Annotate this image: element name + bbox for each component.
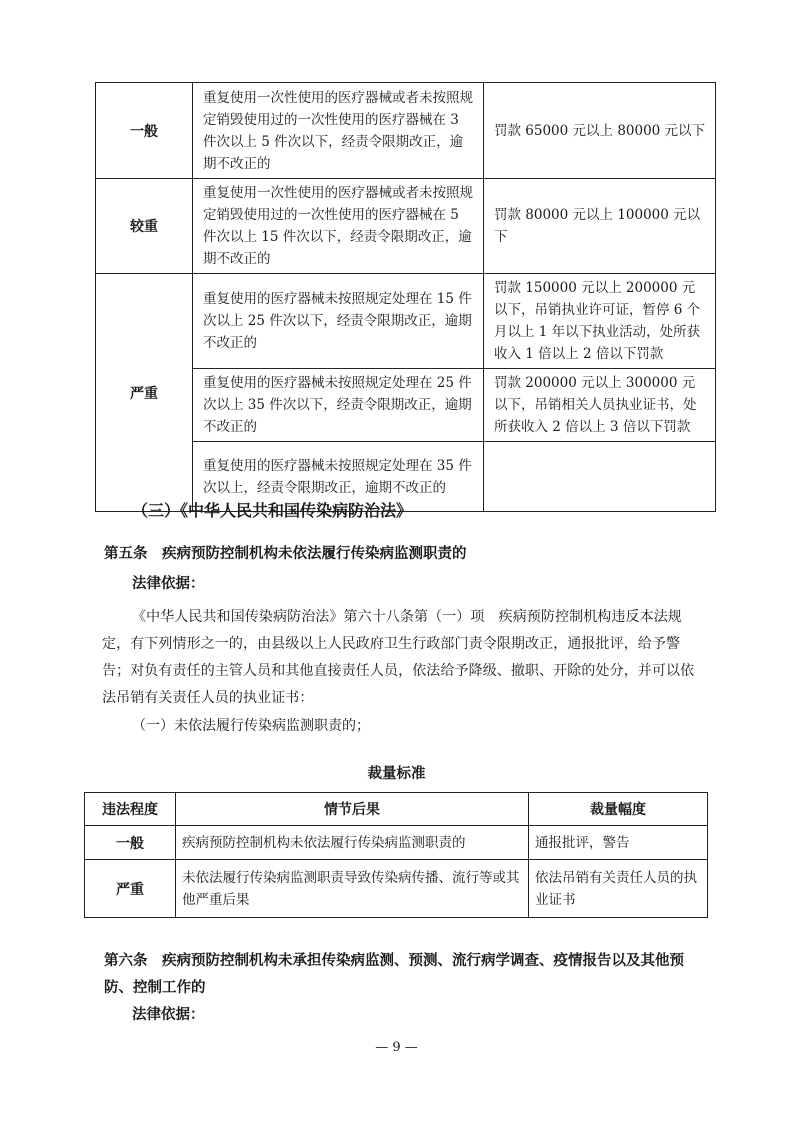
- section-heading: （三）《中华人民共和国传染病防治法》: [132, 501, 413, 520]
- article-title: 第五条 疾病预防控制机构未依法履行传染病监测职责的: [104, 546, 467, 562]
- page-number: — 9 —: [375, 1040, 418, 1055]
- level-cell: 较重: [96, 179, 193, 274]
- table-header-row: [85, 793, 708, 826]
- discretion-table-continued: [95, 82, 716, 512]
- table-row: [96, 274, 716, 369]
- penalty-cell: 依法吊销有关责任人员的执业证书: [529, 860, 708, 918]
- penalty-cell: 罚款 80000 元以上 100000 元以下: [484, 179, 716, 274]
- level-cell: 严重: [96, 274, 193, 512]
- penalty-cell: 罚款 150000 元以上 200000 元以下，吊销执业许可证，暂停 6 个月以上 1 年以下执业活动，处所获收入 1 倍以上 2 倍以下罚款: [484, 274, 716, 369]
- legal-basis-label: 法律依据：: [132, 1007, 205, 1023]
- condition-cell: 重复使用一次性使用的医疗器械或者未按照规定销毁使用过的一次性使用的医疗器械在 5 件次以上 15 件次以下，经责令限期改正，逾期不改正的: [193, 179, 484, 274]
- condition-cell: 重复使用一次性使用的医疗器械或者未按照规定销毁使用过的一次性使用的医疗器械在 3 件次以上 5 件次以下，经责令限期改正，逾期不改正的: [193, 83, 484, 179]
- level-cell: 一般: [85, 826, 176, 860]
- legal-item: （一）未依法履行传染病监测职责的；: [132, 718, 370, 734]
- penalty-cell: 罚款 200000 元以上 300000 元以下，吊销相关人员执业证书，处所获收入 2 倍以上 3 倍以下罚款: [484, 369, 716, 442]
- legal-paragraph: 《中华人民共和国传染病防治法》第六十八条第（一）项 疾病预防控制机构违反本法规定，有下列情形之一的，由县级以上人民政府卫生行政部门责令限期改正，通报批评，给予警告；对负有责任的主管人员和其他直接责任人员，依法给予降级、撤职、开除的处分，并可以依法吊销有关责任人员的执业证书：: [102, 609, 695, 706]
- condition-cell: 重复使用的医疗器械未按照规定处理在 35 件次以上，经责令限期改正，逾期不改正的: [193, 442, 484, 512]
- discretion-table: [84, 792, 708, 918]
- condition-cell: 重复使用的医疗器械未按照规定处理在 25 件次以上 35 件次以下，经责令限期改正，逾期不改正的: [193, 369, 484, 442]
- table-row: [85, 860, 708, 918]
- level-cell: 一般: [96, 83, 193, 179]
- table-row: [96, 179, 716, 274]
- condition-cell: 疾病预防控制机构未依法履行传染病监测职责的: [176, 826, 529, 860]
- article-title: 第六条 疾病预防控制机构未承担传染病监测、预测、流行病学调查、疫情报告以及其他预防、控制工作的: [104, 953, 684, 996]
- penalty-cell: 通报批评，警告: [529, 826, 708, 860]
- condition-cell: 未依法履行传染病监测职责导致传染病传播、流行等或其他严重后果: [176, 860, 529, 918]
- level-cell: 严重: [85, 860, 176, 918]
- column-header: 违法程度: [85, 793, 176, 826]
- table-title: 裁量标准: [367, 766, 426, 782]
- table-row: [96, 83, 716, 179]
- column-header: 裁量幅度: [529, 793, 708, 826]
- penalty-cell: 罚款 65000 元以上 80000 元以下: [484, 83, 716, 179]
- table-row: [85, 826, 708, 860]
- penalty-cell: [484, 442, 716, 512]
- column-header: 情节后果: [176, 793, 529, 826]
- condition-cell: 重复使用的医疗器械未按照规定处理在 15 件次以上 25 件次以下，经责令限期改正，逾期不改正的: [193, 274, 484, 369]
- legal-basis-label: 法律依据：: [132, 576, 205, 592]
